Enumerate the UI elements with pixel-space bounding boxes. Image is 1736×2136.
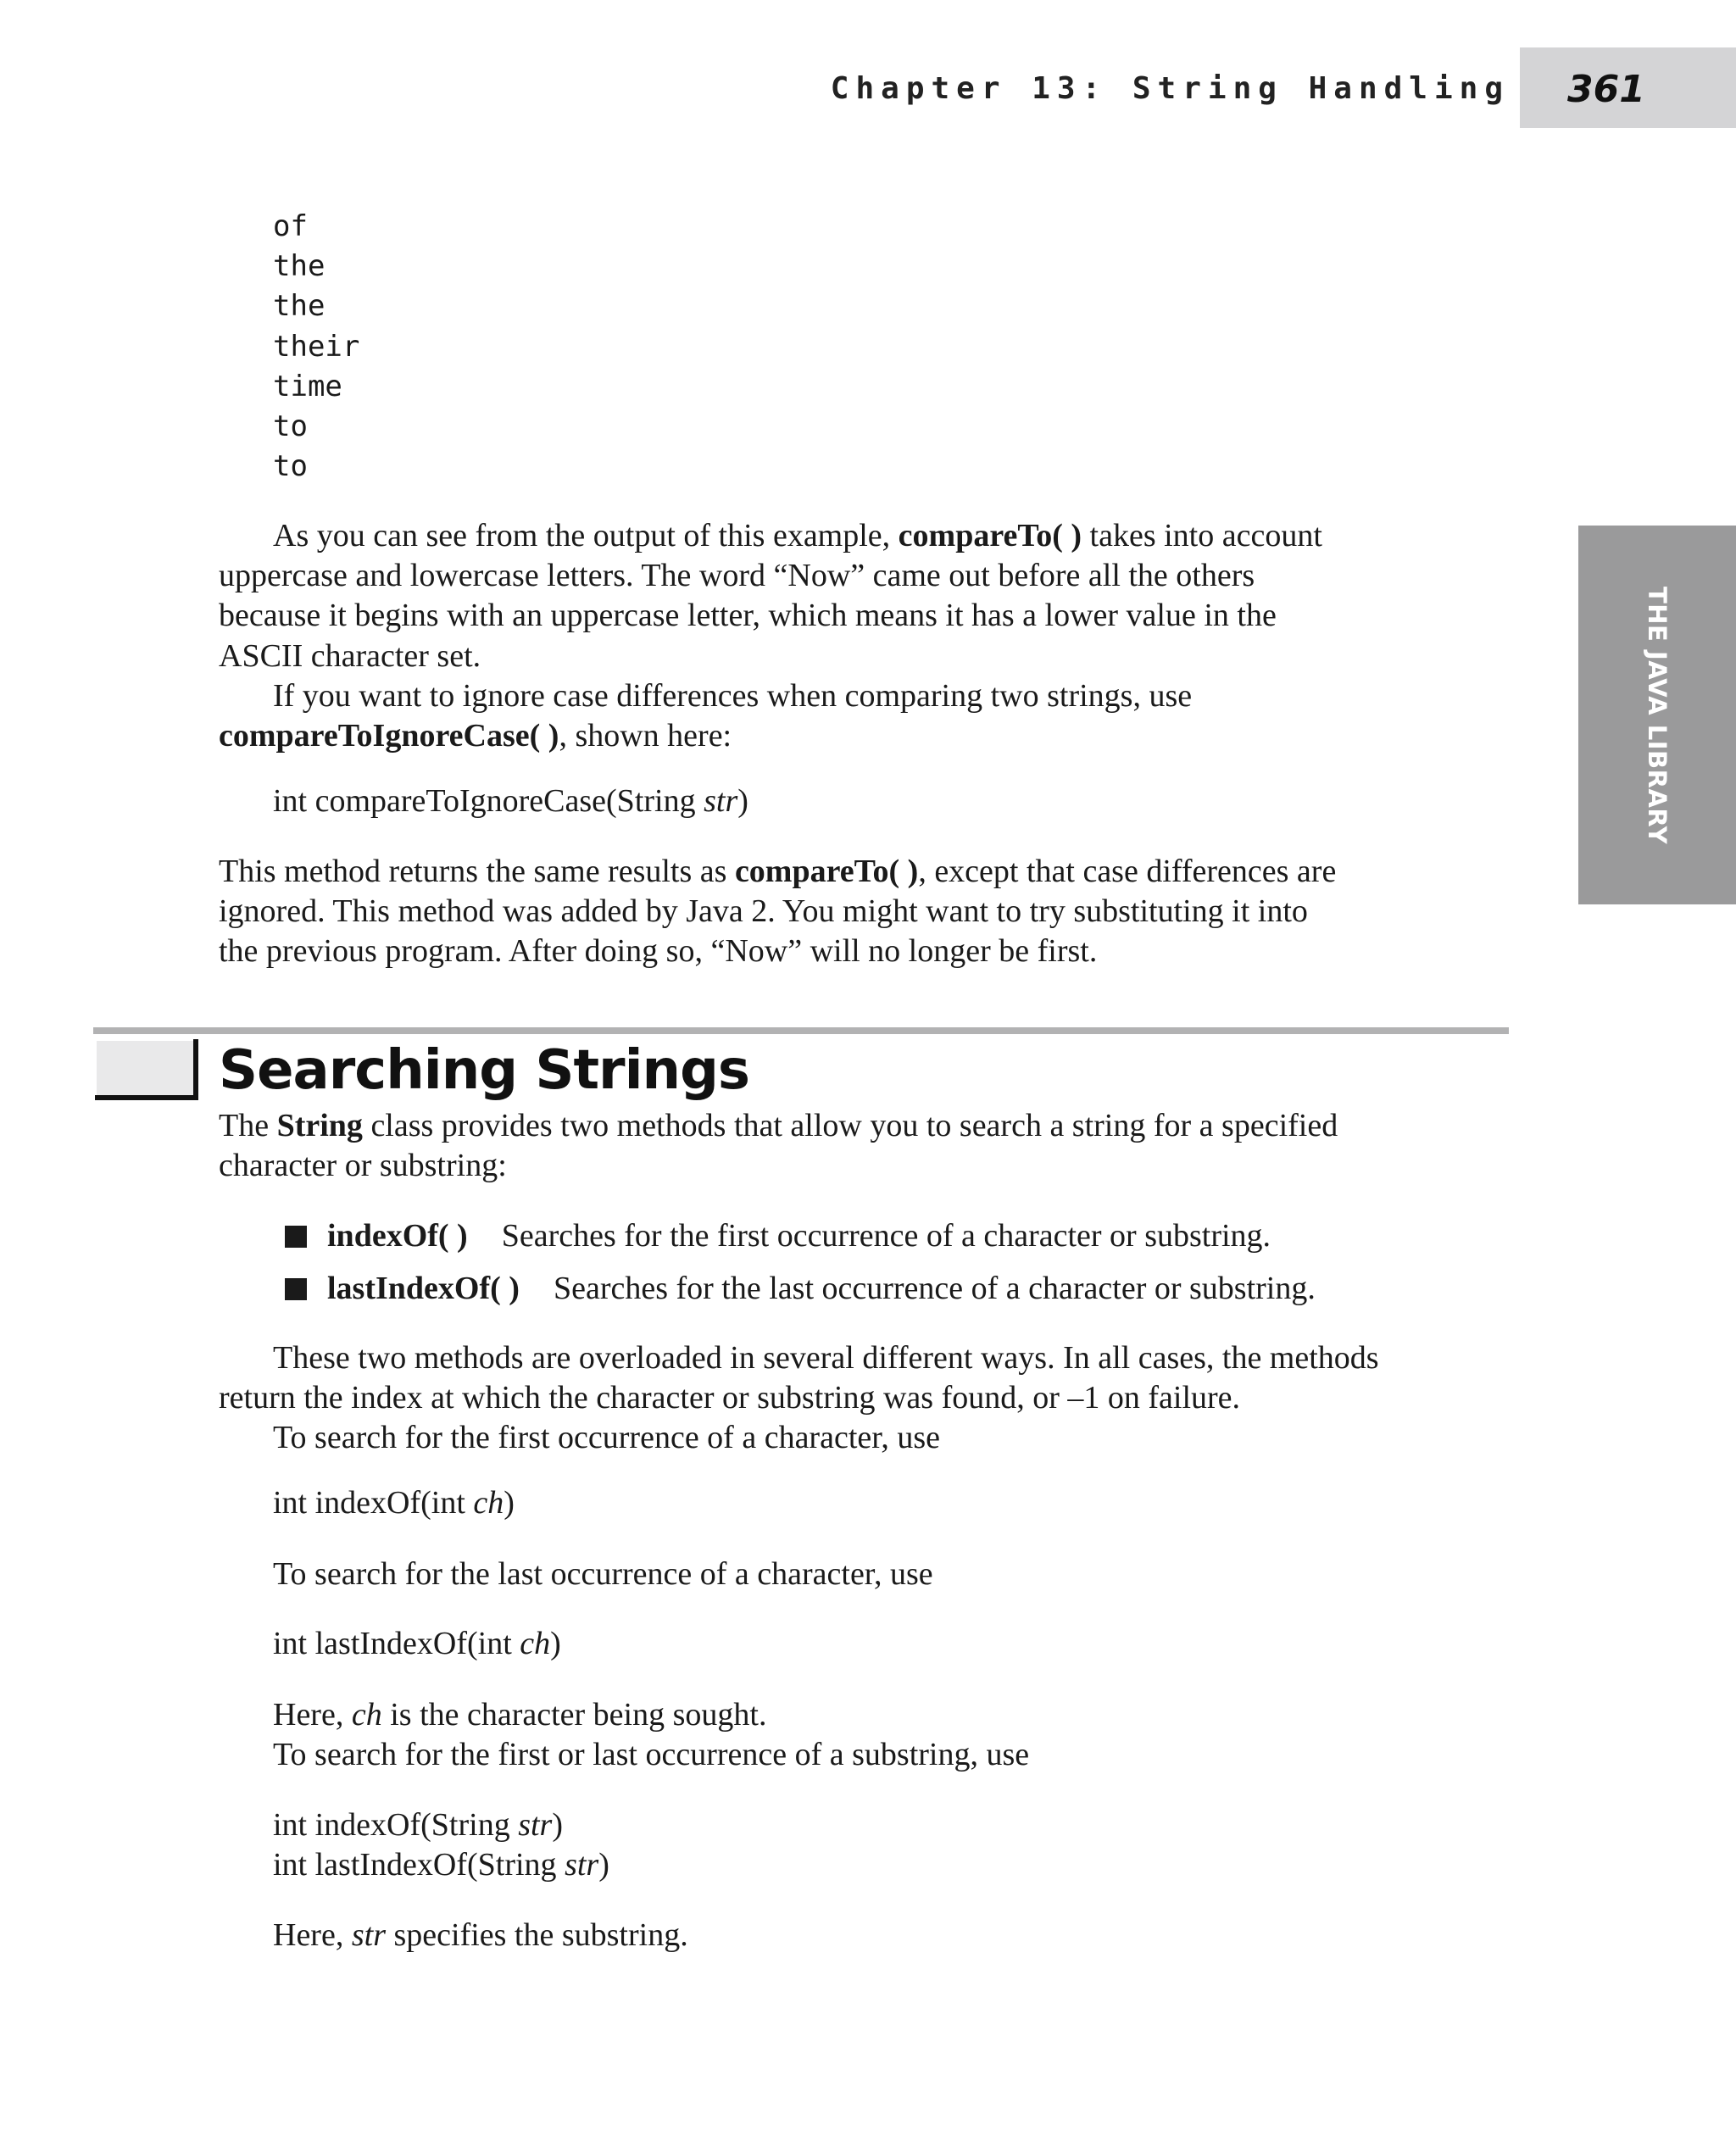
text-run: int compareToIgnoreCase(String xyxy=(273,783,704,819)
method-name: compareToIgnoreCase( ) xyxy=(219,718,559,754)
paragraph-line: because it begins with an uppercase letter, which means it has a lower value in the xyxy=(219,598,1277,634)
list-item xyxy=(285,1216,1271,1256)
section-side-tab xyxy=(1578,526,1736,904)
paragraph-compareto-case xyxy=(219,516,1516,756)
text-run: ) xyxy=(504,1485,515,1521)
paragraph-line: uppercase and lowercase letters. The word “Now” came out before all the others xyxy=(219,558,1255,594)
text-run: takes into account xyxy=(1082,518,1322,553)
paragraph-line: return the index at which the character or substring was found, or –1 on failure. xyxy=(219,1380,1241,1416)
text-run: , shown here: xyxy=(559,718,732,754)
method-signature xyxy=(273,782,748,821)
paragraph-line: ignored. This method was added by Java 2. You might want to try substituting it into xyxy=(219,893,1308,930)
paragraph-line xyxy=(219,516,1516,556)
text-run: is the character being sought. xyxy=(381,1697,767,1733)
running-header-chapter: Chapter 13: String Handling xyxy=(830,71,1510,106)
paragraph-line xyxy=(219,852,1516,892)
text-run: This method returns the same results as xyxy=(219,854,735,889)
param-name: ch xyxy=(520,1626,551,1661)
paragraph-line: To search for the first occurrence of a character, use xyxy=(273,1420,941,1456)
paragraph-line xyxy=(273,1916,688,1955)
class-name: String xyxy=(276,1108,363,1143)
text-run: ) xyxy=(550,1626,561,1661)
paragraph-line xyxy=(219,716,1516,756)
param-name: ch xyxy=(473,1485,504,1521)
paragraph-overloaded xyxy=(219,1338,1516,1459)
method-signature xyxy=(273,1624,561,1664)
paragraph-line: To search for the first or last occurrence of a substring, use xyxy=(273,1737,1030,1772)
paragraph-line: To search for the last occurrence of a character, use xyxy=(273,1556,933,1592)
text-run: int lastIndexOf(int xyxy=(273,1626,520,1661)
section-divider xyxy=(93,1027,1509,1034)
text-run: ) xyxy=(737,783,748,819)
bullet-description: Searches for the first occurrence of a character or substring. xyxy=(501,1218,1271,1254)
text-run: Here, xyxy=(273,1917,352,1953)
text-run: , except that case differences are xyxy=(918,854,1337,889)
method-name: compareTo( ) xyxy=(734,854,919,889)
code-line: of xyxy=(273,209,308,243)
code-line: to xyxy=(273,409,308,444)
square-bullet-icon xyxy=(285,1226,307,1248)
paragraph-compareto-ignorecase xyxy=(219,852,1516,972)
method-signature xyxy=(273,1805,563,1845)
paragraph-line: If you want to ignore case differences when comparing two strings, use xyxy=(273,677,1193,714)
paragraph-line xyxy=(219,1106,1516,1146)
text-run: As you can see from the output of this example, xyxy=(273,518,899,553)
side-tab-label: THE JAVA LIBRARY xyxy=(1643,587,1672,845)
text-run: ) xyxy=(598,1847,609,1883)
text-run: Here, xyxy=(273,1697,352,1733)
page-number: 361 xyxy=(1567,68,1645,111)
text-run: The xyxy=(219,1108,277,1143)
code-line: the xyxy=(273,249,326,284)
text-run: specifies the substring. xyxy=(385,1917,688,1953)
text-run: int indexOf(int xyxy=(273,1485,474,1521)
square-bullet-icon xyxy=(285,1278,307,1300)
param-name: str xyxy=(565,1847,599,1883)
section-marker-box xyxy=(95,1039,198,1100)
text-run: int lastIndexOf(String xyxy=(273,1847,565,1883)
bullet-description: Searches for the last occurrence of a character or substring. xyxy=(553,1271,1316,1306)
text-run: class provides two methods that allow you to search a string for a specified xyxy=(362,1108,1338,1143)
program-output-listing xyxy=(273,207,359,487)
method-signature xyxy=(273,1845,609,1885)
code-line: time xyxy=(273,369,342,403)
code-line: the xyxy=(273,289,326,324)
bullet-term: lastIndexOf( ) xyxy=(327,1271,520,1306)
text-run: int indexOf(String xyxy=(273,1807,519,1843)
method-name: compareTo( ) xyxy=(898,518,1082,553)
bullet-term: indexOf( ) xyxy=(327,1218,468,1254)
paragraph-line: These two methods are overloaded in several different ways. In all cases, the methods xyxy=(273,1340,1379,1376)
code-line: their xyxy=(273,329,360,364)
param-name: str xyxy=(704,783,738,819)
text-run: ) xyxy=(552,1807,563,1843)
param-name: ch xyxy=(351,1697,382,1733)
section-heading: Searching Strings xyxy=(219,1039,749,1102)
paragraph-searching-intro xyxy=(219,1106,1516,1186)
paragraph-line: ASCII character set. xyxy=(219,637,481,674)
param-name: str xyxy=(518,1807,553,1843)
paragraph-line: character or substring: xyxy=(219,1148,507,1184)
method-signature xyxy=(273,1483,515,1523)
page-number-box xyxy=(1520,47,1736,128)
list-item xyxy=(285,1269,1316,1309)
code-line: to xyxy=(273,449,308,484)
param-name: str xyxy=(351,1917,386,1953)
paragraph-line xyxy=(273,1695,766,1735)
paragraph-line: the previous program. After doing so, “Now” will no longer be first. xyxy=(219,933,1098,970)
